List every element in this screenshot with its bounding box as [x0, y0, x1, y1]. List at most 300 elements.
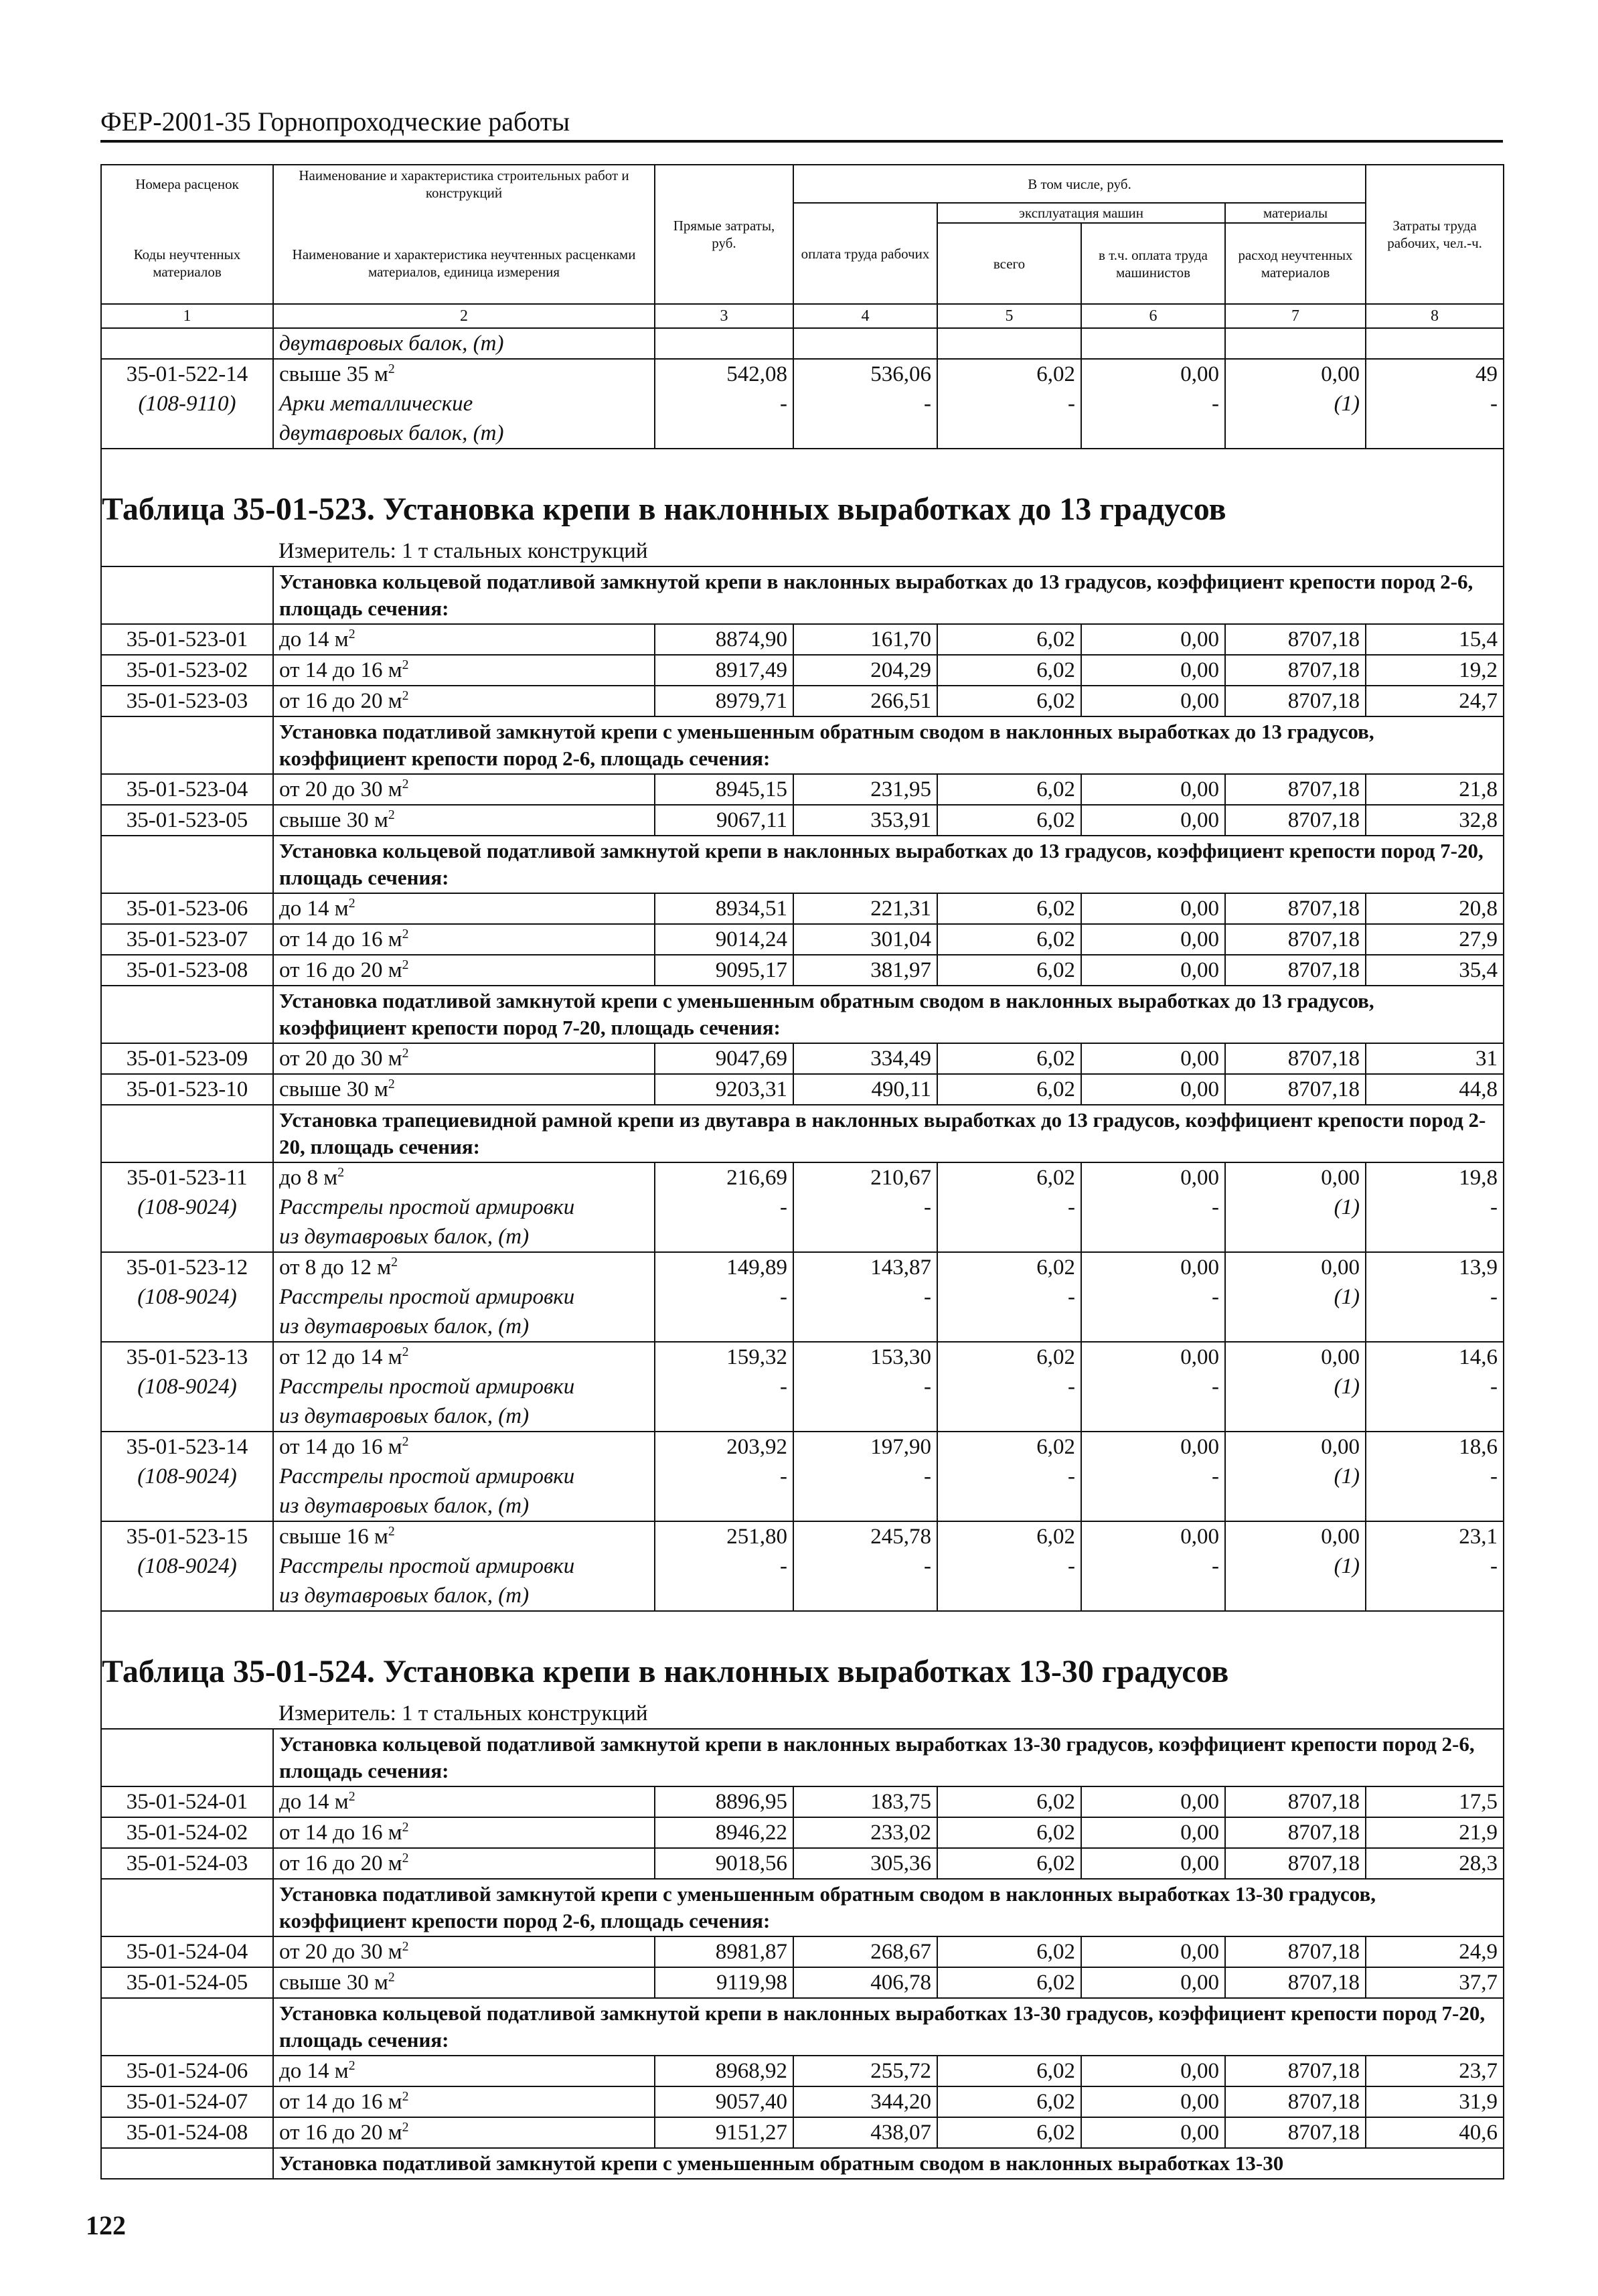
- section-row: [101, 1105, 1504, 1162]
- empty-cell: [101, 716, 273, 774]
- col-num: 2: [273, 304, 655, 328]
- section-title: Установка кольцевой податливой замкнутой крепи в наклонных выработках до 13 градусов, коэффициент крепости пород 2-6, площадь сечения:: [273, 566, 1504, 624]
- table-title-row: [101, 449, 1504, 536]
- material-value: (1): [1225, 1551, 1366, 1581]
- material-value: -: [655, 1551, 793, 1581]
- rate-value: 9014,24: [655, 924, 793, 955]
- empty-cell: [1225, 1312, 1366, 1342]
- empty-cell: [1081, 418, 1225, 449]
- rate-value: 23,1: [1366, 1521, 1504, 1551]
- material-value: -: [937, 1282, 1081, 1312]
- rate-description: [273, 1432, 655, 1462]
- material-value: -: [1081, 1462, 1225, 1491]
- rate-value: 6,02: [937, 1342, 1081, 1372]
- rate-code: 35-01-523-09: [101, 1043, 273, 1074]
- rate-description: [273, 1817, 655, 1848]
- material-description: Расстрелы простой армировки: [273, 1551, 655, 1581]
- rate-description: [273, 1936, 655, 1967]
- rate-value: 536,06: [793, 359, 937, 389]
- header-machines: эксплуатация машин: [937, 203, 1225, 223]
- cell-text: до 14 м: [279, 2059, 349, 2083]
- measure-row: [101, 536, 1504, 566]
- empty-cell: [1225, 328, 1366, 359]
- material-description: из двутавровых балок, (т): [273, 1401, 655, 1432]
- cell-text: от 16 до 20 м: [279, 689, 402, 713]
- rate-code: 35-01-524-04: [101, 1936, 273, 1967]
- rate-description: двутавровых балок, (т): [273, 328, 655, 359]
- material-value: -: [655, 1372, 793, 1401]
- rate-value: 0,00: [1081, 1432, 1225, 1462]
- rate-value: 24,9: [1366, 1936, 1504, 1967]
- rate-value: 0,00: [1081, 1786, 1225, 1817]
- rate-value: 0,00: [1225, 1432, 1366, 1462]
- rate-row: [101, 359, 1504, 389]
- rate-description: [273, 359, 655, 389]
- rate-value: 221,31: [793, 893, 937, 924]
- rate-value: 255,72: [793, 2056, 937, 2086]
- cell-text: свыше 30 м: [279, 1077, 388, 1101]
- empty-cell: [793, 1401, 937, 1432]
- rate-value: 0,00: [1081, 2117, 1225, 2148]
- superscript: 2: [402, 2089, 409, 2104]
- rate-value: 0,00: [1081, 1252, 1225, 1282]
- rate-value: 9057,40: [655, 2086, 793, 2117]
- superscript: 2: [402, 1820, 409, 1835]
- rate-row: [101, 2117, 1504, 2148]
- material-row: [101, 1372, 1504, 1401]
- rate-value: 6,02: [937, 2117, 1081, 2148]
- material-value: -: [793, 1551, 937, 1581]
- rate-row: [101, 1786, 1504, 1817]
- rate-description: [273, 1521, 655, 1551]
- section-row: [101, 566, 1504, 624]
- section-title: Установка кольцевой податливой замкнутой крепи в наклонных выработках до 13 градусов, коэффициент крепости пород 7-20, площадь сечения:: [273, 836, 1504, 893]
- rate-row: [101, 1432, 1504, 1462]
- rate-value: 438,07: [793, 2117, 937, 2148]
- rate-description: [273, 1252, 655, 1282]
- rate-value: 8707,18: [1225, 1936, 1366, 1967]
- empty-cell: [655, 1491, 793, 1521]
- rate-value: 8917,49: [655, 655, 793, 686]
- rate-value: 8707,18: [1225, 624, 1366, 655]
- material-description: двутавровых балок, (т): [273, 418, 655, 449]
- rate-row: [101, 1817, 1504, 1848]
- material-value: -: [1366, 1462, 1504, 1491]
- cell-text: от 14 до 16 м: [279, 927, 402, 951]
- rate-description: [273, 955, 655, 986]
- header-including: В том числе, руб.: [793, 165, 1366, 203]
- rate-description: [273, 1342, 655, 1372]
- rate-value: 0,00: [1081, 1967, 1225, 1998]
- material-value: -: [1081, 1282, 1225, 1312]
- material-value: -: [937, 389, 1081, 418]
- rate-description: [273, 924, 655, 955]
- header-material-names: Наименование и характеристика неучтенных расценками материалов, единица измерения: [273, 223, 655, 304]
- material-value: -: [655, 1282, 793, 1312]
- cell-text: от 16 до 20 м: [279, 2121, 402, 2145]
- rate-code: 35-01-523-02: [101, 655, 273, 686]
- empty-cell: [101, 986, 273, 1043]
- rate-value: 6,02: [937, 2056, 1081, 2086]
- col-num: 3: [655, 304, 793, 328]
- material-description: из двутавровых балок, (т): [273, 1312, 655, 1342]
- material-value: -: [793, 1462, 937, 1491]
- rate-value: 0,00: [1081, 1936, 1225, 1967]
- material-row: [101, 1462, 1504, 1491]
- cell-text: от 8 до 12 м: [279, 1255, 392, 1280]
- superscript: 2: [348, 1789, 355, 1804]
- rate-value: 0,00: [1081, 774, 1225, 805]
- rate-value: 0,00: [1081, 924, 1225, 955]
- header-unaccounted-materials: расход неучтенных материалов: [1225, 223, 1366, 304]
- rate-code: 35-01-523-10: [101, 1074, 273, 1105]
- rate-row: [101, 1342, 1504, 1372]
- rate-code: 35-01-524-01: [101, 1786, 273, 1817]
- table-body: [101, 328, 1504, 2179]
- rate-value: 8896,95: [655, 1786, 793, 1817]
- rate-value: 233,02: [793, 1817, 937, 1848]
- material-value: -: [655, 1462, 793, 1491]
- rate-value: 334,49: [793, 1043, 937, 1074]
- material-row-cont: [101, 418, 1504, 449]
- rate-description: [273, 686, 655, 716]
- rate-value: 0,00: [1225, 1521, 1366, 1551]
- header-operator-wages: в т.ч. оплата труда машинистов: [1081, 223, 1225, 304]
- empty-cell: [793, 1581, 937, 1611]
- rate-value: 8707,18: [1225, 774, 1366, 805]
- empty-cell: [101, 836, 273, 893]
- col-num: 5: [937, 304, 1081, 328]
- rate-value: 32,8: [1366, 805, 1504, 836]
- cell-text: от 14 до 16 м: [279, 658, 402, 682]
- material-value: (1): [1225, 1193, 1366, 1222]
- rate-value: 0,00: [1081, 1342, 1225, 1372]
- empty-cell: [101, 566, 273, 624]
- rate-code: 35-01-523-08: [101, 955, 273, 986]
- material-description: Расстрелы простой армировки: [273, 1372, 655, 1401]
- rate-code: 35-01-524-08: [101, 2117, 273, 2148]
- rate-row: [101, 1967, 1504, 1998]
- empty-cell: [793, 1312, 937, 1342]
- material-row-cont: [101, 1401, 1504, 1432]
- section-row: [101, 2148, 1504, 2179]
- material-row-cont: [101, 1581, 1504, 1611]
- rate-value: 0,00: [1081, 2086, 1225, 2117]
- header-direct-costs: Прямые затраты, руб.: [655, 165, 793, 304]
- rate-row: [101, 1043, 1504, 1074]
- rate-value: 6,02: [937, 893, 1081, 924]
- rate-row: [101, 1848, 1504, 1879]
- rate-value: 210,67: [793, 1162, 937, 1193]
- rate-description: [273, 655, 655, 686]
- material-row-cont: [101, 1312, 1504, 1342]
- material-row: [101, 1551, 1504, 1581]
- rates-table-wrap: [100, 164, 1503, 2179]
- superscript: 2: [402, 1434, 409, 1449]
- superscript: 2: [402, 1345, 409, 1359]
- material-code: (108-9110): [101, 389, 273, 418]
- rate-value: 8707,18: [1225, 805, 1366, 836]
- section-title: Установка податливой замкнутой крепи с уменьшенным обратным сводом в наклонных выработках до 13 градусов, коэффициент крепости пород 2-6, площадь сечения:: [273, 716, 1504, 774]
- superscript: 2: [388, 1970, 395, 1985]
- material-value: -: [655, 389, 793, 418]
- empty-cell: [655, 1312, 793, 1342]
- empty-cell: [101, 2148, 273, 2179]
- empty-cell: [1366, 1222, 1504, 1252]
- rate-code: 35-01-523-03: [101, 686, 273, 716]
- material-value: -: [1366, 1193, 1504, 1222]
- empty-cell: [1081, 1222, 1225, 1252]
- rate-value: 9018,56: [655, 1848, 793, 1879]
- rate-value: 20,8: [1366, 893, 1504, 924]
- superscript: 2: [402, 927, 409, 941]
- material-value: -: [1081, 1551, 1225, 1581]
- rate-code: 35-01-524-05: [101, 1967, 273, 1998]
- superscript: 2: [388, 1524, 395, 1539]
- rate-value: 0,00: [1225, 1342, 1366, 1372]
- rates-table: [100, 164, 1504, 2179]
- section-row: [101, 1879, 1504, 1936]
- rate-value: 8707,18: [1225, 955, 1366, 986]
- rate-value: 6,02: [937, 1967, 1081, 1998]
- empty-cell: [655, 1222, 793, 1252]
- rate-value: 8979,71: [655, 686, 793, 716]
- rate-description: [273, 1967, 655, 1998]
- material-description: Расстрелы простой армировки: [273, 1462, 655, 1491]
- rate-value: 28,3: [1366, 1848, 1504, 1879]
- material-value: -: [937, 1462, 1081, 1491]
- empty-cell: [655, 328, 793, 359]
- rate-description: [273, 624, 655, 655]
- rate-code: 35-01-524-06: [101, 2056, 273, 2086]
- rate-value: 0,00: [1081, 686, 1225, 716]
- rate-value: 49: [1366, 359, 1504, 389]
- rate-value: 19,8: [1366, 1162, 1504, 1193]
- empty-cell: [1366, 328, 1504, 359]
- rate-value: 0,00: [1081, 624, 1225, 655]
- rate-value: 542,08: [655, 359, 793, 389]
- rate-value: 0,00: [1081, 1521, 1225, 1551]
- rate-value: 44,8: [1366, 1074, 1504, 1105]
- rate-value: 161,70: [793, 624, 937, 655]
- rate-row: [101, 955, 1504, 986]
- rate-code: 35-01-523-01: [101, 624, 273, 655]
- rate-code: 35-01-524-07: [101, 2086, 273, 2117]
- rate-code: 35-01-523-07: [101, 924, 273, 955]
- material-row: [101, 1282, 1504, 1312]
- empty-cell: [1225, 1401, 1366, 1432]
- superscript: 2: [388, 808, 395, 822]
- rate-row: [101, 686, 1504, 716]
- rate-value: 197,90: [793, 1432, 937, 1462]
- rate-code: 35-01-524-03: [101, 1848, 273, 1879]
- col-num: 4: [793, 304, 937, 328]
- rate-row: [101, 624, 1504, 655]
- empty-cell: [101, 1879, 273, 1936]
- rate-code: 35-01-523-06: [101, 893, 273, 924]
- rate-code: 35-01-523-05: [101, 805, 273, 836]
- rate-description: [273, 2086, 655, 2117]
- material-value: -: [793, 389, 937, 418]
- rate-value: 6,02: [937, 624, 1081, 655]
- empty-cell: [793, 1222, 937, 1252]
- cell-text: до 14 м: [279, 627, 349, 652]
- empty-cell: [937, 1401, 1081, 1432]
- superscript: 2: [402, 1046, 409, 1061]
- rate-value: 8707,18: [1225, 655, 1366, 686]
- rate-code: 35-01-523-14: [101, 1432, 273, 1462]
- rate-row: [101, 1162, 1504, 1193]
- rate-value: 0,00: [1081, 2056, 1225, 2086]
- material-value: (1): [1225, 389, 1366, 418]
- material-description: Арки металлические: [273, 389, 655, 418]
- rate-value: 8707,18: [1225, 2056, 1366, 2086]
- cell-text: от 20 до 30 м: [279, 1940, 402, 1964]
- rate-value: 6,02: [937, 774, 1081, 805]
- empty-cell: [1366, 1491, 1504, 1521]
- superscript: 2: [402, 958, 409, 972]
- material-value: -: [937, 1372, 1081, 1401]
- page-header: ФЕР-2001-35 Горнопроходческие работы: [100, 106, 1503, 143]
- table-title: Таблица 35-01-523. Установка крепи в наклонных выработках до 13 градусов: [101, 449, 1504, 536]
- rate-value: 231,95: [793, 774, 937, 805]
- rate-description: [273, 2117, 655, 2148]
- empty-cell: [937, 1581, 1081, 1611]
- header-wages: оплата труда рабочих: [793, 203, 937, 304]
- material-description: из двутавровых балок, (т): [273, 1581, 655, 1611]
- rate-description: [273, 893, 655, 924]
- rate-value: 9047,69: [655, 1043, 793, 1074]
- rate-value: 344,20: [793, 2086, 937, 2117]
- rate-value: 353,91: [793, 805, 937, 836]
- header-machines-total: всего: [937, 223, 1081, 304]
- rate-value: 8707,18: [1225, 1043, 1366, 1074]
- section-row: [101, 986, 1504, 1043]
- rate-row: [101, 2086, 1504, 2117]
- rate-value: 8968,92: [655, 2056, 793, 2086]
- empty-cell: [793, 418, 937, 449]
- empty-cell: [101, 418, 273, 449]
- rate-description: [273, 1848, 655, 1879]
- empty-cell: [101, 1581, 273, 1611]
- material-code: (108-9024): [101, 1462, 273, 1491]
- rate-value: 6,02: [937, 655, 1081, 686]
- rate-value: 0,00: [1081, 955, 1225, 986]
- section-title: Установка трапециевидной рамной крепи из двутавра в наклонных выработках до 13 градусов, коэффициент крепости пород 2-20, площадь сечения:: [273, 1105, 1504, 1162]
- rate-value: 0,00: [1225, 1162, 1366, 1193]
- empty-cell: [101, 1729, 273, 1786]
- rate-value: 6,02: [937, 1252, 1081, 1282]
- rate-row: [101, 655, 1504, 686]
- empty-cell: [1081, 1401, 1225, 1432]
- rate-value: 8707,18: [1225, 2086, 1366, 2117]
- cell-text: от 16 до 20 м: [279, 958, 402, 982]
- empty-cell: [101, 536, 273, 566]
- rate-value: 31: [1366, 1043, 1504, 1074]
- rate-description: [273, 805, 655, 836]
- empty-cell: [1366, 418, 1504, 449]
- rate-value: 305,36: [793, 1848, 937, 1879]
- empty-cell: [1225, 1581, 1366, 1611]
- rate-value: 8707,18: [1225, 924, 1366, 955]
- rate-description: [273, 1043, 655, 1074]
- rate-value: 6,02: [937, 924, 1081, 955]
- rate-value: 9203,31: [655, 1074, 793, 1105]
- col-num: 8: [1366, 304, 1504, 328]
- section-title: Установка податливой замкнутой крепи с уменьшенным обратным сводом в наклонных выработках 13-30 градусов, коэффициент крепости пород 2-6, площадь сечения:: [273, 1879, 1504, 1936]
- material-description: Расстрелы простой армировки: [273, 1282, 655, 1312]
- rate-value: 9119,98: [655, 1967, 793, 1998]
- cell-text: от 16 до 20 м: [279, 1851, 402, 1876]
- material-value: -: [1081, 1193, 1225, 1222]
- material-description: из двутавровых балок, (т): [273, 1491, 655, 1521]
- rate-value: 0,00: [1081, 893, 1225, 924]
- cell-text: свыше 35 м: [279, 362, 388, 386]
- rate-value: 6,02: [937, 1074, 1081, 1105]
- section-row: [101, 716, 1504, 774]
- rate-value: 6,02: [937, 686, 1081, 716]
- cell-text: от 12 до 14 м: [279, 1345, 402, 1369]
- rate-value: 0,00: [1081, 805, 1225, 836]
- rate-description: [273, 1786, 655, 1817]
- measure-unit: Измеритель: 1 т стальных конструкций: [273, 536, 1504, 566]
- rate-value: 14,6: [1366, 1342, 1504, 1372]
- empty-cell: [1081, 328, 1225, 359]
- rate-value: 0,00: [1081, 359, 1225, 389]
- rate-row: [101, 774, 1504, 805]
- material-code: (108-9024): [101, 1551, 273, 1581]
- rate-row: [101, 1074, 1504, 1105]
- superscript: 2: [402, 1939, 409, 1954]
- empty-cell: [1225, 418, 1366, 449]
- superscript: 2: [337, 1165, 345, 1180]
- material-value: (1): [1225, 1372, 1366, 1401]
- rate-value: 6,02: [937, 1848, 1081, 1879]
- section-row: [101, 1998, 1504, 2056]
- rate-value: 0,00: [1081, 1074, 1225, 1105]
- superscript: 2: [388, 1077, 395, 1091]
- cell-text: от 20 до 30 м: [279, 777, 402, 801]
- material-value: -: [1081, 389, 1225, 418]
- col-num: 7: [1225, 304, 1366, 328]
- rate-value: 143,87: [793, 1252, 937, 1282]
- rate-value: 245,78: [793, 1521, 937, 1551]
- col-num: 6: [1081, 304, 1225, 328]
- header-work-name: Наименование и характеристика строительных работ и конструкций: [273, 165, 655, 203]
- empty-cell: [1081, 1581, 1225, 1611]
- rate-value: 8934,51: [655, 893, 793, 924]
- superscript: 2: [348, 2058, 355, 2073]
- header-materials: материалы: [1225, 203, 1366, 223]
- rate-value: 6,02: [937, 2086, 1081, 2117]
- empty-cell: [655, 418, 793, 449]
- header-material-codes: Коды неучтенных материалов: [101, 223, 273, 304]
- rate-row: [101, 893, 1504, 924]
- material-code: (108-9024): [101, 1193, 273, 1222]
- cell-text: от 14 до 16 м: [279, 1821, 402, 1845]
- rate-value: 24,7: [1366, 686, 1504, 716]
- rate-value: 0,00: [1081, 655, 1225, 686]
- cell-text: свыше 30 м: [279, 808, 388, 832]
- table-title: Таблица 35-01-524. Установка крепи в наклонных выработках 13-30 градусов: [101, 1611, 1504, 1699]
- rate-value: 0,00: [1081, 1162, 1225, 1193]
- material-row-cont: [101, 1491, 1504, 1521]
- rate-value: 183,75: [793, 1786, 937, 1817]
- empty-cell: [101, 328, 273, 359]
- material-value: -: [1366, 1551, 1504, 1581]
- empty-cell: [937, 328, 1081, 359]
- rate-value: 8946,22: [655, 1817, 793, 1848]
